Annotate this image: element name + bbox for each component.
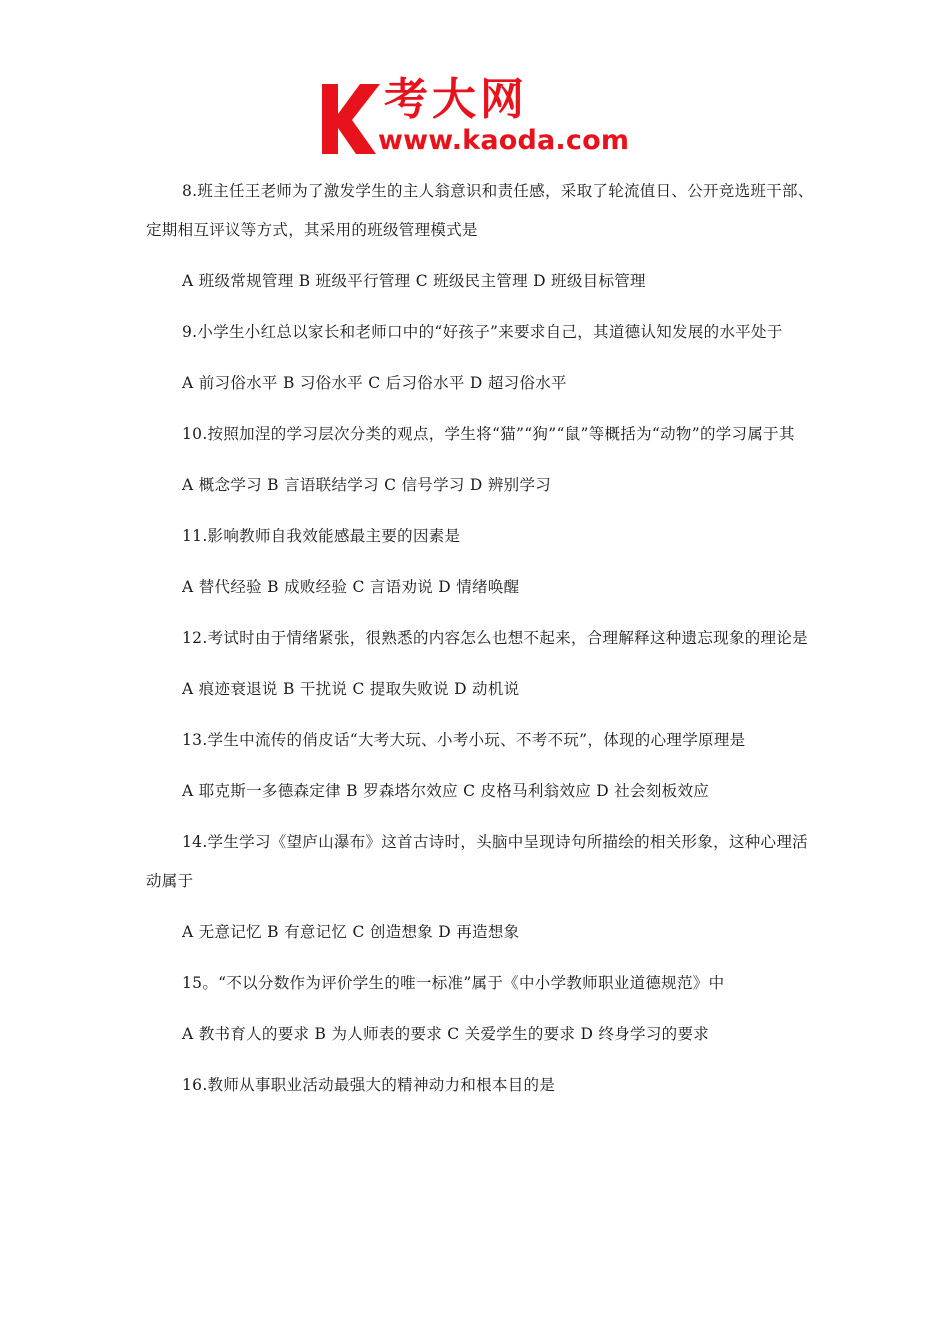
question-stem-13: 13.学生中流传的俏皮话“大考大玩、小考小玩、不考不玩”，体现的心理学原理是 (182, 731, 746, 749)
question-stem-16: 16.教师从事职业活动最强大的精神动力和根本目的是 (182, 1076, 556, 1094)
exam-content (146, 172, 814, 1117)
question-options-9: A 前习俗水平 B 习俗水平 C 后习俗水平 D 超习俗水平 (182, 374, 567, 392)
question-options-10: A 概念学习 B 言语联结学习 C 信号学习 D 辨别学习 (182, 476, 552, 494)
question-options-15: A 教书育人的要求 B 为人师表的要求 C 关爱学生的要求 D 终身学习的要求 (182, 1025, 710, 1043)
question-options-8: A 班级常规管理 B 班级平行管理 C 班级民主管理 D 班级目标管理 (182, 272, 646, 290)
question-options-13: A 耶克斯一多德森定律 B 罗森塔尔效应 C 皮格马利翁效应 D 社会刻板效应 (182, 782, 710, 800)
question-options-12: A 痕迹衰退说 B 干扰说 C 提取失败说 D 动机说 (182, 680, 520, 698)
brand-name-cn: 考大网 (384, 74, 528, 125)
question-options-14: A 无意记忆 B 有意记忆 C 创造想象 D 再造想象 (182, 923, 520, 941)
brand-url[interactable]: www.kaoda.com (378, 125, 630, 156)
k-logo-icon (318, 80, 382, 158)
question-stem-14: 14.学生学习《望庐山瀑布》这首古诗时，头脑中呈现诗句所描绘的相关形象，这种心理活动属于 (146, 833, 808, 890)
kaoda-logo[interactable] (318, 74, 640, 160)
question-stem-11: 11.影响教师自我效能感最主要的因素是 (182, 527, 461, 545)
question-options-11: A 替代经验 B 成败经验 C 言语劝说 D 情绪唤醒 (182, 578, 520, 596)
question-stem-9: 9.小学生小红总以家长和老师口中的“好孩子”来要求自己，其道德认知发展的水平处于 (182, 323, 783, 341)
question-stem-12: 12.考试时由于情绪紧张，很熟悉的内容怎么也想不起来，合理解释这种遗忘现象的理论是 (182, 629, 808, 647)
question-stem-10: 10.按照加涅的学习层次分类的观点，学生将“猫”“狗”“鼠”等概括为“动物”的学习属于其 (182, 425, 795, 443)
question-stem-15: 15。“不以分数作为评价学生的唯一标准”属于《中小学教师职业道德规范》中 (182, 974, 725, 992)
question-stem-8: 8.班主任王老师为了激发学生的主人翁意识和责任感，采取了轮流值日、公开竞选班干部、定期相互评议等方式，其采用的班级管理模式是 (146, 182, 814, 239)
